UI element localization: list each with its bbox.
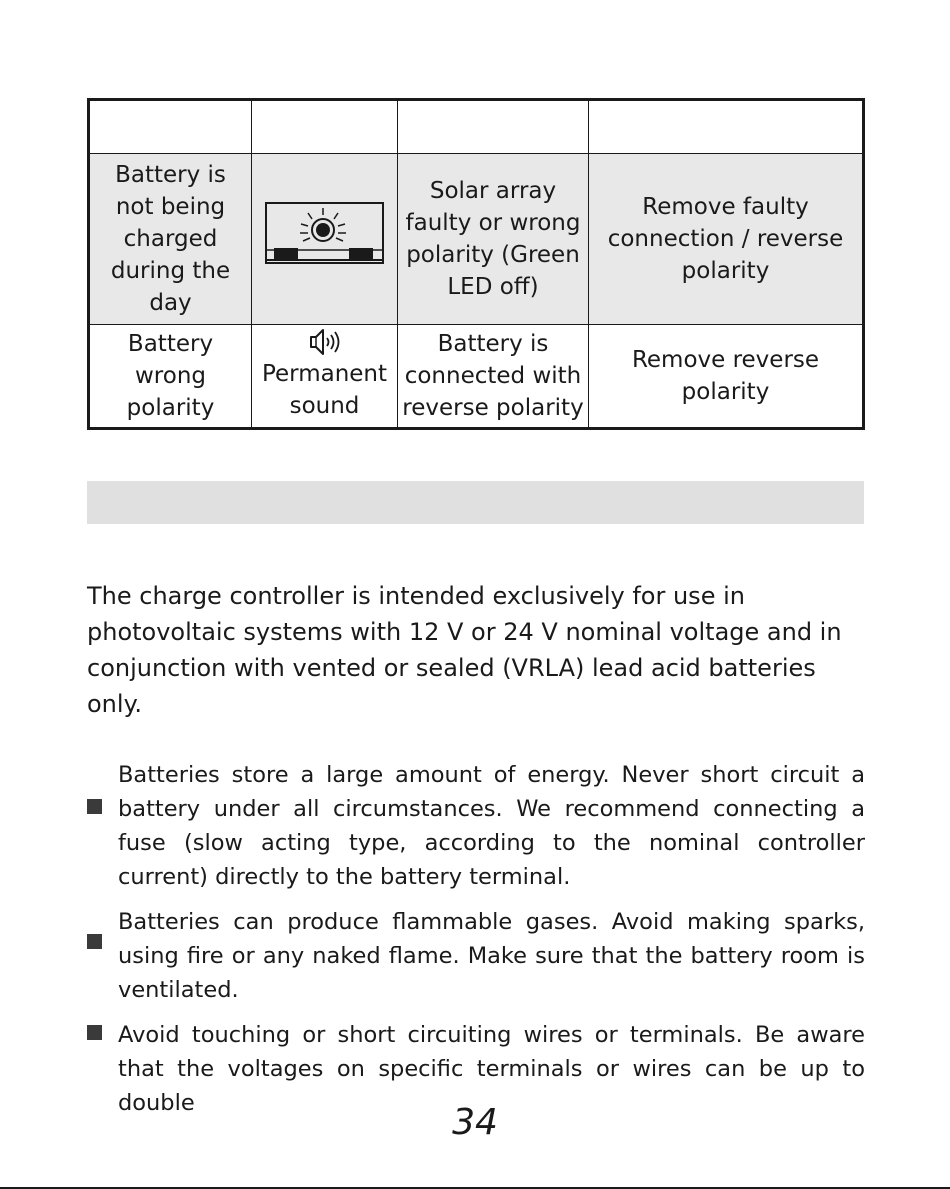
bullet-square-icon xyxy=(87,934,102,949)
header-cell-solution xyxy=(589,100,864,154)
section-heading-band xyxy=(87,481,864,524)
solution-cell xyxy=(589,325,864,429)
list-item xyxy=(87,758,865,894)
indicator-cell xyxy=(252,154,398,325)
solution-text: Remove reverse polarity xyxy=(631,347,820,405)
indicator-text: Permanent sound xyxy=(261,361,388,419)
header-cell-cause xyxy=(398,100,589,154)
table-row xyxy=(89,154,864,325)
bullet-text: Batteries can produce flammable gases. Avoid making sparks, using fire or any naked flame. Make sure that the battery room is ventilated. xyxy=(118,909,865,1003)
bullet-text: Batteries store a large amount of energy. Never short circuit a battery under all circumstances. We recommend connecting a fuse (slow acting type, according to the nominal controller current) directly to the battery terminal. xyxy=(118,762,865,890)
safety-bullet-list xyxy=(87,758,865,1131)
cause-cell xyxy=(398,325,589,429)
solution-cell xyxy=(589,154,864,325)
speaker-icon xyxy=(256,326,393,358)
indicator-cell xyxy=(252,325,398,429)
fault-cell xyxy=(89,325,252,429)
troubleshooting-table xyxy=(87,98,865,430)
cause-cell xyxy=(398,154,589,325)
fault-cell xyxy=(89,154,252,325)
bullet-square-icon xyxy=(87,1025,102,1040)
solution-text: Remove faulty connection / reverse polarity xyxy=(607,194,844,284)
table-header-row xyxy=(89,100,864,154)
page-number: 34 xyxy=(452,1102,498,1143)
intended-use-paragraph: The charge controller is intended exclusively for use in photovoltaic systems with 12 V or 24 V nominal voltage and in conjunction with vented or sealed (VRLA) lead acid batteries only. xyxy=(87,582,842,718)
list-item xyxy=(87,905,865,1007)
bullet-square-icon xyxy=(87,799,102,814)
header-cell-indicator xyxy=(252,100,398,154)
header-cell-fault xyxy=(89,100,252,154)
fault-text: Battery wrong polarity xyxy=(126,331,215,421)
cause-text: Battery is connected with reverse polarity xyxy=(402,331,584,421)
table-row xyxy=(89,325,864,429)
cause-text: Solar array faulty or wrong polarity (Green LED off) xyxy=(405,178,581,300)
bullet-text: Avoid touching or short circuiting wires or terminals. Be aware that the voltages on specific terminals or wires can be up to double xyxy=(118,1022,865,1116)
led-sun-icon xyxy=(265,202,385,268)
fault-text: Battery is not being charged during the day xyxy=(110,162,231,316)
